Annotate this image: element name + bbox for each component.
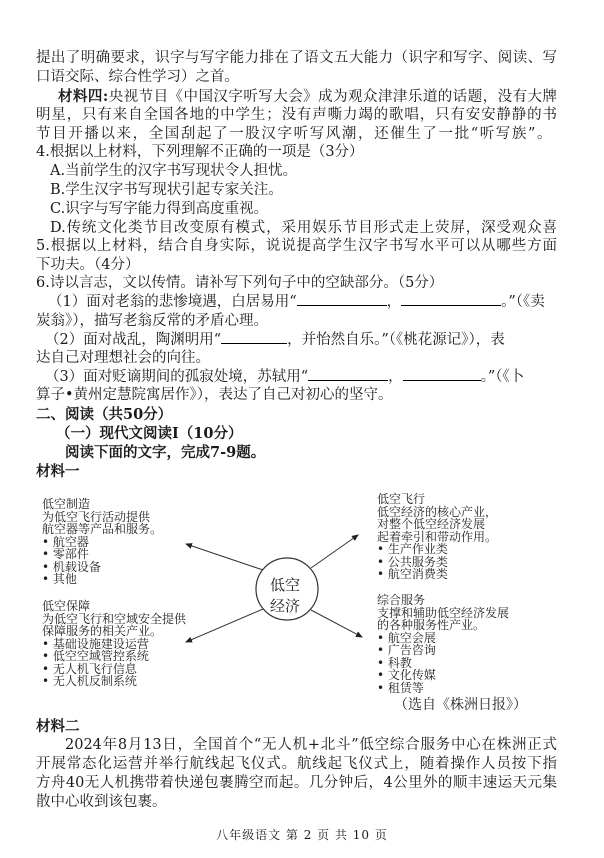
text-line: 方舟40无人机携带着快递包裹腾空而起。几分钟后，4公里外的顺丰速运天元集 — [36, 775, 557, 791]
q6-item-1 — [48, 293, 545, 312]
option-a: A.当前学生的汉字书写现状令人担忧。 — [50, 163, 298, 179]
arrow — [186, 544, 263, 570]
page-footer: 八年级语文 第 2 页 共 10 页 — [216, 828, 388, 842]
option-c: C.识字与写字能力得到高度重视。 — [50, 201, 269, 217]
node-desc: 支撑和辅助低空经济发展 — [377, 605, 510, 620]
option-d: D.传统文化类节目改变原有模式，采用娱乐节目形式走上荧屏，深受观众喜 — [50, 220, 557, 236]
node-title: 低空保障 — [42, 599, 91, 613]
node-manufacturing — [42, 498, 162, 586]
answer-blank[interactable] — [308, 368, 388, 381]
arrow — [311, 610, 362, 637]
question-6: 6.诗以言志，文以传情。请补写下列句子中的空缺部分。（5分） — [36, 275, 444, 291]
material4-line — [58, 87, 557, 106]
text: ， — [388, 369, 403, 385]
node-flight — [377, 493, 497, 581]
text: （3）面对贬谪期间的孤寂处境，苏轼用“ — [45, 369, 309, 385]
node-item: • 航空器 — [42, 534, 89, 549]
center-label: 低空 — [270, 576, 301, 594]
q6-item-3 — [45, 368, 524, 387]
node-desc: 保障服务的相关产业。 — [42, 624, 163, 638]
node-desc: 为低空飞行活动提供 — [42, 509, 151, 524]
text-line: 算子•黄州定慧院寓居作》），表达了自己对初心的坚守。 — [36, 387, 393, 403]
text: 央视节目《中国汉字听写大会》成为观众津津乐道的话题，没有大牌 — [108, 89, 557, 105]
question-5: 5.根据以上材料，结合自身实际，说说提高学生汉字书写水平可以从哪些方面 — [36, 238, 557, 254]
node-desc: 对整个低空经济发展 — [377, 517, 486, 531]
node-item: • 基础设施建设运营 — [42, 636, 149, 651]
text-line: 散中心收到该包裹。 — [36, 794, 167, 810]
text-line: 口语交际、综合性学习）之首。 — [36, 69, 239, 85]
material4-label: 材料四: — [58, 88, 109, 105]
text: （2）面对战乱，陶渊明用“ — [45, 332, 222, 348]
node-item: • 其他 — [42, 572, 77, 586]
node-item: • 无人机反制系统 — [42, 674, 137, 688]
source-citation: （选自《株洲日报》） — [394, 697, 527, 713]
node-services — [377, 594, 509, 694]
node-desc: 起着牵引和带动作用。 — [377, 529, 498, 544]
node-item: • 文化传媒 — [377, 668, 436, 682]
text-line: 开展常态化运营并举行航线起飞仪式。航线起飞仪式上，随着操作人员按下指 — [36, 756, 557, 772]
answer-blank[interactable] — [221, 331, 287, 344]
subsection-title: （一）现代文阅读Ⅰ（10分） — [56, 425, 243, 442]
node-support — [42, 600, 186, 688]
text: 。”（《卖 — [501, 294, 545, 310]
node-item: • 生产作业类 — [377, 542, 448, 556]
node-item: • 租赁等 — [377, 680, 424, 695]
node-desc: 为低空飞行和空域安全提供 — [42, 611, 187, 626]
center-label: 经济 — [270, 597, 301, 615]
node-item: • 广告咨询 — [377, 643, 436, 657]
arrow — [186, 609, 263, 642]
text-line: 提出了明确要求，识字与写字能力排在了语文五大能力（识字和写字、阅读、写 — [36, 50, 557, 66]
node-item: • 无人机飞行信息 — [42, 661, 137, 676]
text-line: 炭翁》），描写老翁反常的矛盾心理。 — [36, 313, 268, 329]
question-4: 4.根据以上材料，下列理解不正确的一项是（3分） — [36, 144, 364, 160]
node-item: • 零部件 — [42, 547, 89, 561]
node-item: • 低空空域管控系统 — [42, 649, 149, 663]
text-line: 节目开播以来，全国刮起了一股汉字听写风潮，还催生了一批“听写族”。 — [36, 126, 554, 142]
material1-label: 材料一 — [36, 463, 80, 480]
q6-item-2 — [45, 331, 505, 350]
material2-label: 材料二 — [36, 718, 80, 735]
node-item: • 科教 — [377, 655, 412, 670]
text: ， — [386, 294, 402, 310]
node-desc: 的各种服务性产业。 — [377, 618, 486, 632]
node-title: 综合服务 — [377, 593, 426, 607]
answer-blank[interactable] — [297, 293, 387, 306]
node-desc: 低空经济的核心产业， — [377, 504, 498, 519]
section-title: 二、阅读（共50分） — [36, 406, 173, 423]
node-desc: 航空器等产品和服务。 — [42, 522, 163, 536]
node-title: 低空制造 — [42, 497, 91, 511]
option-b: B.学生汉字书写现状引起专家关注。 — [50, 182, 283, 198]
text-line: 下功夫。（4分） — [36, 257, 140, 273]
instruction: 阅读下面的文字，完成7-9题。 — [65, 444, 266, 461]
text-line: 明星，只有来自全国各地的中学生；没有声嘶力竭的歌唱，只有安安静静的书 — [36, 107, 557, 123]
node-item: • 公共服务类 — [377, 554, 448, 569]
text: （1）面对老翁的悲惨境遇，白居易用“ — [48, 294, 297, 310]
text: 。”（《卜 — [480, 369, 525, 385]
node-item: • 航空会展 — [377, 630, 436, 645]
node-item: • 航空消费类 — [377, 567, 448, 581]
arrow — [311, 535, 358, 568]
node-title: 低空飞行 — [377, 492, 426, 506]
answer-blank[interactable] — [403, 368, 481, 381]
diagram-center — [270, 575, 300, 617]
text-line: 2024年8月13日，全国首个“无人机+北斗”低空综合服务中心在株洲正式 — [65, 737, 557, 753]
node-item: • 机载设备 — [42, 559, 101, 574]
text-line: 达自己对理想社会的向往。 — [36, 350, 210, 366]
answer-blank[interactable] — [401, 293, 501, 306]
text: ，并怡然自乐。”（《桃花源记》），表 — [287, 332, 505, 348]
